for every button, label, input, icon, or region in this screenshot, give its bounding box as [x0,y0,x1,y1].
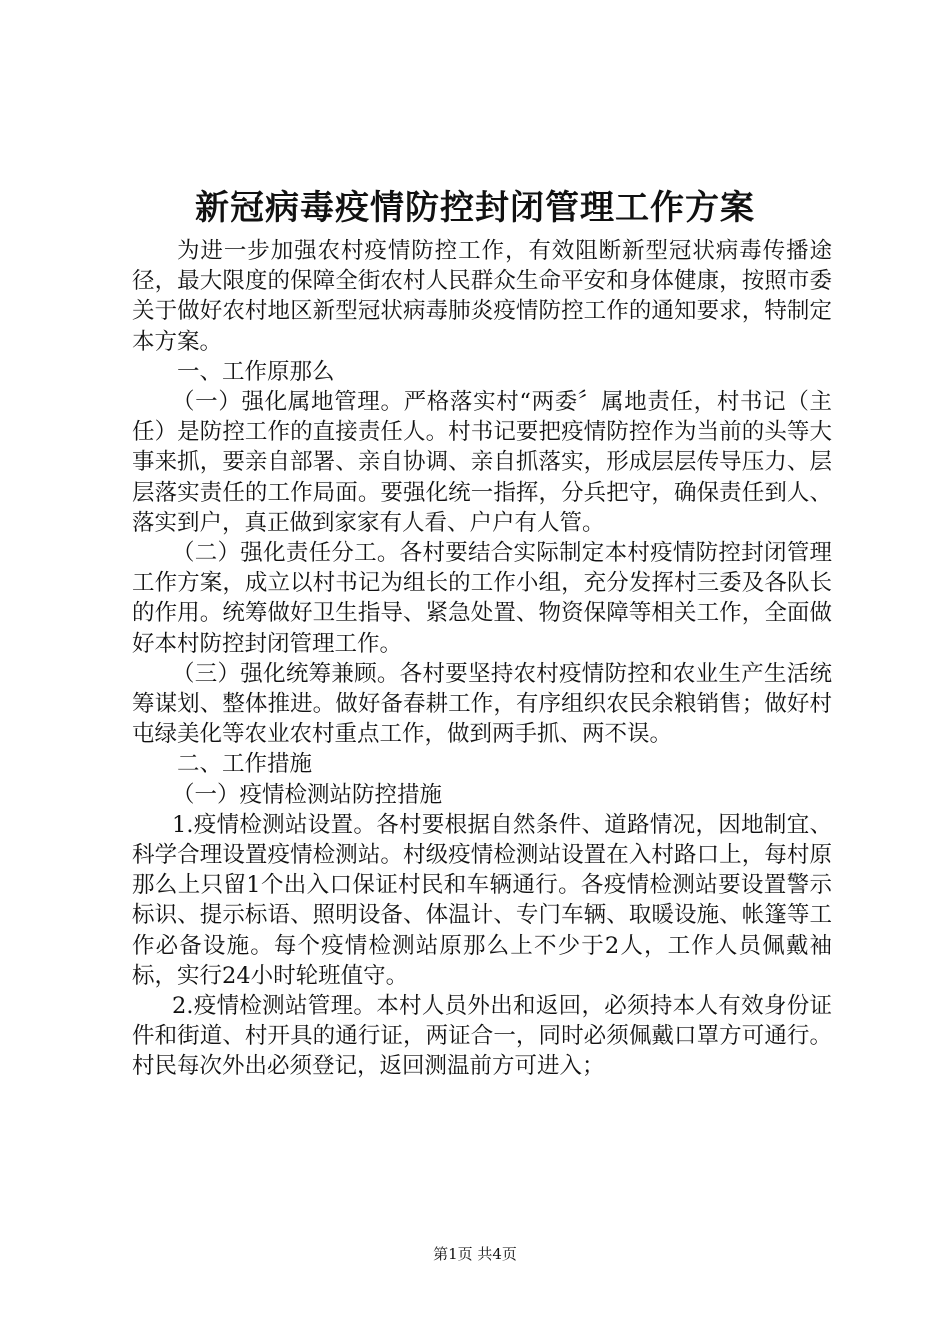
section-heading-principles: 一、工作原那么 [177,358,335,385]
subsection-heading-checkpoint: （一）疫情检测站防控措施 [172,781,443,808]
principle-paragraph-3: （三）强化统筹兼顾。各村要坚持农村疫情防控和农业生产生活统筹谋划、整体推进。做好备春耕工作，有序组织农民余粮销售；做好村屯绿美化等农业农村重点工作，做到两手抓、两不误。 [132,660,832,748]
section-heading-measures: 二、工作措施 [177,751,313,778]
intro-paragraph: 为进一步加强农村疫情防控工作，有效阻断新型冠状病毒传播途径，最大限度的保障全街农村人民群众生命平安和身体健康，按照市委关于做好农村地区新型冠状病毒肺炎疫情防控工作的通知要求，特制定本方案。 [132,238,832,355]
measure-paragraph-1: 1.疫情检测站设置。各村要根据自然条件、道路情况，因地制宜、科学合理设置疫情检测站。村级疫情检测站设置在入村路口上，每村原那么上只留1个出入口保证村民和车辆通行。各疫情检测站要设置警示标识、提示标语、照明设备、体温计、专门车辆、取暖设施、帐篷等工作必备设施。每个疫情检测站原那么上不少于2人，工作人员佩戴袖标，实行24小时轮班值守。 [132,811,832,989]
document-title: 新冠病毒疫情防控封闭管理工作方案 [195,188,755,228]
measure-paragraph-2: 2.疫情检测站管理。本村人员外出和返回，必须持本人有效身份证件和街道、村开具的通行证，两证合一，同时必须佩戴口罩方可通行。村民每次外出必须登记，返回测温前方可进入； [132,993,832,1080]
document-body [132,236,832,1082]
principle-paragraph-1: （一）强化属地管理。严格落实村“两委〞属地责任，村书记（主任）是防控工作的直接责任人。村书记要把疫情防控作为当前的头等大事来抓，要亲自部署、亲自协调、亲自抓落实，形成层层传导压力、层层落实责任的工作局面。要强化统一指挥，分兵把守，确保责任到人、落实到户，真正做到家家有人看、户户有人管。 [132,389,832,536]
principle-paragraph-2: （二）强化责任分工。各村要结合实际制定本村疫情防控封闭管理工作方案，成立以村书记为组长的工作小组，充分发挥村三委及各队长的作用。统筹做好卫生指导、紧急处置、物资保障等相关工作，全面做好本村防控封闭管理工作。 [132,540,832,657]
page-number-footer: 第1页 共4页 [433,1245,517,1263]
